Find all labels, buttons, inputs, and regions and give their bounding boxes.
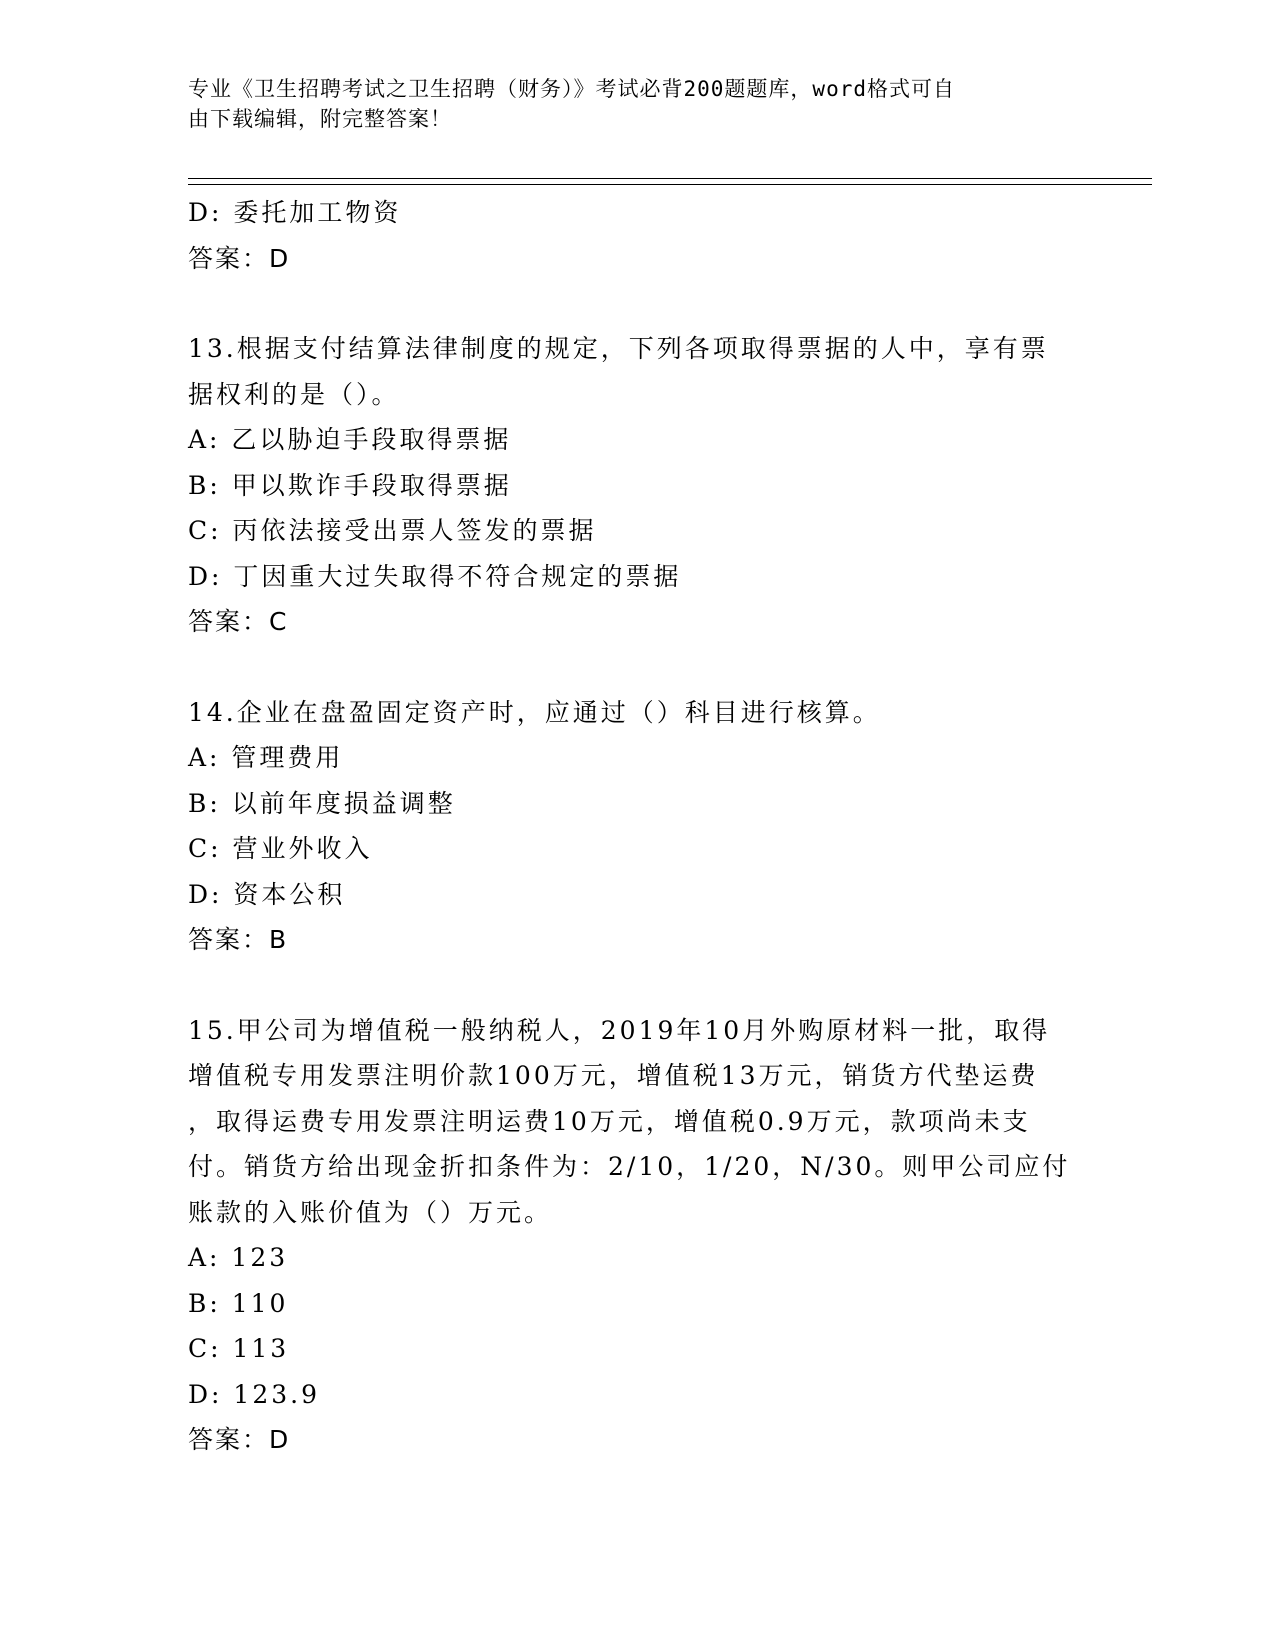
answer-line: 答案：D bbox=[188, 1425, 291, 1454]
option-d: D: 委托加工物资 bbox=[188, 198, 402, 227]
option-a: A: 乙以胁迫手段取得票据 bbox=[188, 425, 512, 454]
option-b: B: 甲以欺诈手段取得票据 bbox=[188, 470, 512, 500]
option-c: C: 丙依法接受出票人签发的票据 bbox=[188, 516, 597, 545]
question-13 bbox=[188, 326, 1108, 645]
question-text-line: 14.企业在盘盈固定资产时，应通过（）科目进行核算。 bbox=[188, 697, 881, 727]
question-15 bbox=[188, 1008, 1108, 1463]
header-line-1: 专业《卫生招聘考试之卫生招聘（财务）》考试必背200题题库，word格式可自 bbox=[188, 77, 955, 101]
question-text-line: 增值税专用发票注明价款100万元，增值税13万元，销货方代垫运费 bbox=[188, 1061, 1039, 1090]
document-body bbox=[188, 190, 1108, 1463]
option-a: A: 管理费用 bbox=[188, 743, 344, 772]
spacer bbox=[188, 645, 1108, 690]
option-c: C: 113 bbox=[188, 1334, 290, 1363]
question-text-line: 15.甲公司为增值税一般纳税人，2019年10月外购原材料一批，取得 bbox=[188, 1015, 1051, 1045]
spacer bbox=[188, 281, 1108, 326]
question-text-line: 13.根据支付结算法律制度的规定，下列各项取得票据的人中，享有票 bbox=[188, 334, 1049, 363]
spacer bbox=[188, 963, 1108, 1008]
answer-line: 答案：B bbox=[188, 925, 289, 954]
option-b: B: 110 bbox=[188, 1288, 289, 1318]
question-text-line: 账款的入账价值为（）万元。 bbox=[188, 1197, 553, 1227]
header-divider-top bbox=[188, 178, 1152, 179]
question-text-line: ，取得运费专用发票注明运费10万元，增值税0.9万元，款项尚未支 bbox=[188, 1106, 1031, 1136]
answer-line: 答案：C bbox=[188, 607, 289, 636]
previous-question-tail bbox=[188, 190, 1108, 281]
option-d: D: 资本公积 bbox=[188, 879, 346, 909]
header-line-2: 由下载编辑，附完整答案！ bbox=[188, 107, 452, 131]
document-header bbox=[188, 74, 1088, 134]
question-text-line: 付。销货方给出现金折扣条件为：2/10，1/20，N/30。则甲公司应付 bbox=[188, 1152, 1071, 1181]
header-divider-bottom bbox=[188, 184, 1152, 185]
option-d: D: 123.9 bbox=[188, 1379, 320, 1409]
option-b: B: 以前年度损益调整 bbox=[188, 788, 456, 818]
question-text-line: 据权利的是（）。 bbox=[188, 379, 400, 409]
option-a: A: 123 bbox=[188, 1243, 289, 1272]
answer-line: 答案：D bbox=[188, 243, 291, 273]
option-c: C: 营业外收入 bbox=[188, 834, 373, 863]
question-14 bbox=[188, 690, 1108, 963]
option-d: D: 丁因重大过失取得不符合规定的票据 bbox=[188, 561, 682, 591]
